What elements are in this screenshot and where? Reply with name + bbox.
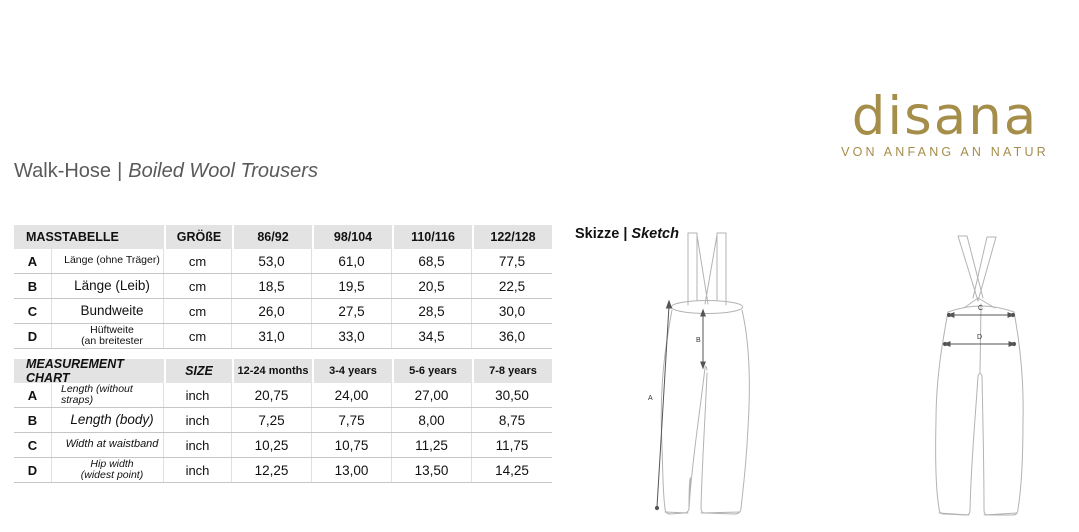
size-column: 98/104 [312, 225, 392, 249]
page-title [14, 160, 318, 183]
row-key: C [14, 433, 52, 457]
value-cell: 10,75 [312, 433, 392, 457]
size-column: 122/128 [472, 225, 552, 249]
value-cell: 7,25 [232, 408, 312, 432]
value-cell: 11,25 [392, 433, 472, 457]
value-cell: 33,0 [312, 324, 392, 348]
measure-arrow-b [696, 310, 705, 368]
value-cell: 53,0 [232, 249, 312, 273]
table-row [14, 433, 552, 458]
table-row [14, 249, 552, 274]
unit-cell: inch [164, 408, 232, 432]
unit-cell: cm [164, 299, 232, 323]
value-cell: 20,75 [232, 383, 312, 407]
value-cell: 30,0 [498, 303, 526, 319]
value-cell: 30,50 [495, 387, 529, 403]
brand-wordmark: disana [851, 86, 1039, 147]
value-cell: 31,0 [232, 324, 312, 348]
unit-cell: inch [164, 383, 232, 407]
row-label: Hüftweite (an breitester [52, 324, 164, 348]
size-column: 12-24 months [232, 359, 312, 383]
value-cell: 77,5 [498, 253, 526, 269]
value-cell: 24,00 [312, 383, 392, 407]
value-cell: 14,25 [495, 462, 529, 478]
row-label: Länge (ohne Träger) [52, 249, 164, 273]
table-row [14, 274, 552, 299]
row-label: Width at waistband [52, 433, 164, 457]
marker-d: D [977, 334, 983, 341]
brand-tagline: VON ANFANG AN NATUR [841, 145, 1049, 160]
table-title: MASSTABELLE [14, 225, 164, 249]
value-cell: 10,25 [232, 433, 312, 457]
size-column-header: GRÖßE [164, 225, 232, 249]
row-key: D [14, 324, 52, 348]
value-cell: 8,75 [498, 412, 526, 428]
unit-cell: inch [164, 433, 232, 457]
table-header-row [14, 225, 552, 249]
suspender-straps-back [958, 236, 996, 308]
measure-arrow-d [943, 334, 1015, 346]
page-title-de: Walk-Hose [14, 160, 112, 182]
value-cell: 18,5 [232, 274, 312, 298]
size-column: 3-4 years [312, 359, 392, 383]
value-cell: 20,5 [392, 274, 472, 298]
size-column: 86/92 [232, 225, 312, 249]
page-title-separator: | [117, 160, 123, 182]
trousers-back-sketch [912, 228, 1072, 523]
unit-cell: cm [164, 274, 232, 298]
brand-logo [831, 86, 1059, 160]
table-title: MEASUREMENT CHART [14, 359, 164, 383]
marker-c: C [978, 305, 984, 312]
value-cell: 36,0 [498, 328, 526, 344]
table-row [14, 383, 552, 408]
row-label: Hip width (widest point) [52, 458, 164, 482]
sketch-label-separator: | [623, 226, 628, 242]
row-label: Länge (Leib) [52, 274, 164, 298]
unit-cell: inch [164, 458, 232, 482]
marker-a: A [648, 395, 653, 402]
row-key: A [14, 383, 52, 407]
value-cell: 8,00 [392, 408, 472, 432]
size-column: 110/116 [392, 225, 472, 249]
measure-arrow-c [947, 305, 1014, 317]
row-label: Length (body) [52, 408, 164, 432]
row-key: A [14, 249, 52, 273]
value-cell: 27,5 [312, 299, 392, 323]
sketch-label-de: Skizze [575, 226, 620, 242]
value-cell: 7,75 [312, 408, 392, 432]
unit-cell: cm [164, 324, 232, 348]
trousers-front-sketch [637, 228, 797, 523]
waistband-front [672, 301, 743, 314]
size-column-header: SIZE [164, 359, 232, 383]
size-table-cm [14, 225, 552, 349]
value-cell: 22,5 [498, 278, 526, 294]
row-key: D [14, 458, 52, 482]
value-cell: 27,00 [392, 383, 472, 407]
row-label: Bundweite [52, 299, 164, 323]
value-cell: 13,50 [392, 458, 472, 482]
table-row [14, 458, 552, 483]
row-key: C [14, 299, 52, 323]
value-cell: 11,75 [495, 437, 529, 453]
value-cell: 19,5 [312, 274, 392, 298]
value-cell: 61,0 [312, 249, 392, 273]
table-row [14, 324, 552, 349]
value-cell: 13,00 [312, 458, 392, 482]
marker-b: B [696, 337, 701, 344]
size-table-inch [14, 359, 552, 483]
table-header-row [14, 359, 552, 383]
sketch-label-en: Sketch [631, 226, 679, 242]
suspender-straps-front [688, 233, 726, 305]
size-column: 7-8 years [472, 359, 552, 383]
value-cell: 28,5 [392, 299, 472, 323]
unit-cell: cm [164, 249, 232, 273]
value-cell: 68,5 [392, 249, 472, 273]
value-cell: 26,0 [232, 299, 312, 323]
row-key: B [14, 408, 52, 432]
value-cell: 34,5 [392, 324, 472, 348]
table-row [14, 408, 552, 433]
value-cell: 12,25 [232, 458, 312, 482]
size-column: 5-6 years [392, 359, 472, 383]
table-row [14, 299, 552, 324]
page-title-en: Boiled Wool Trousers [128, 160, 318, 182]
row-key: B [14, 274, 52, 298]
row-label: Length (without straps) [52, 383, 164, 407]
trousers-body-front [661, 310, 749, 514]
